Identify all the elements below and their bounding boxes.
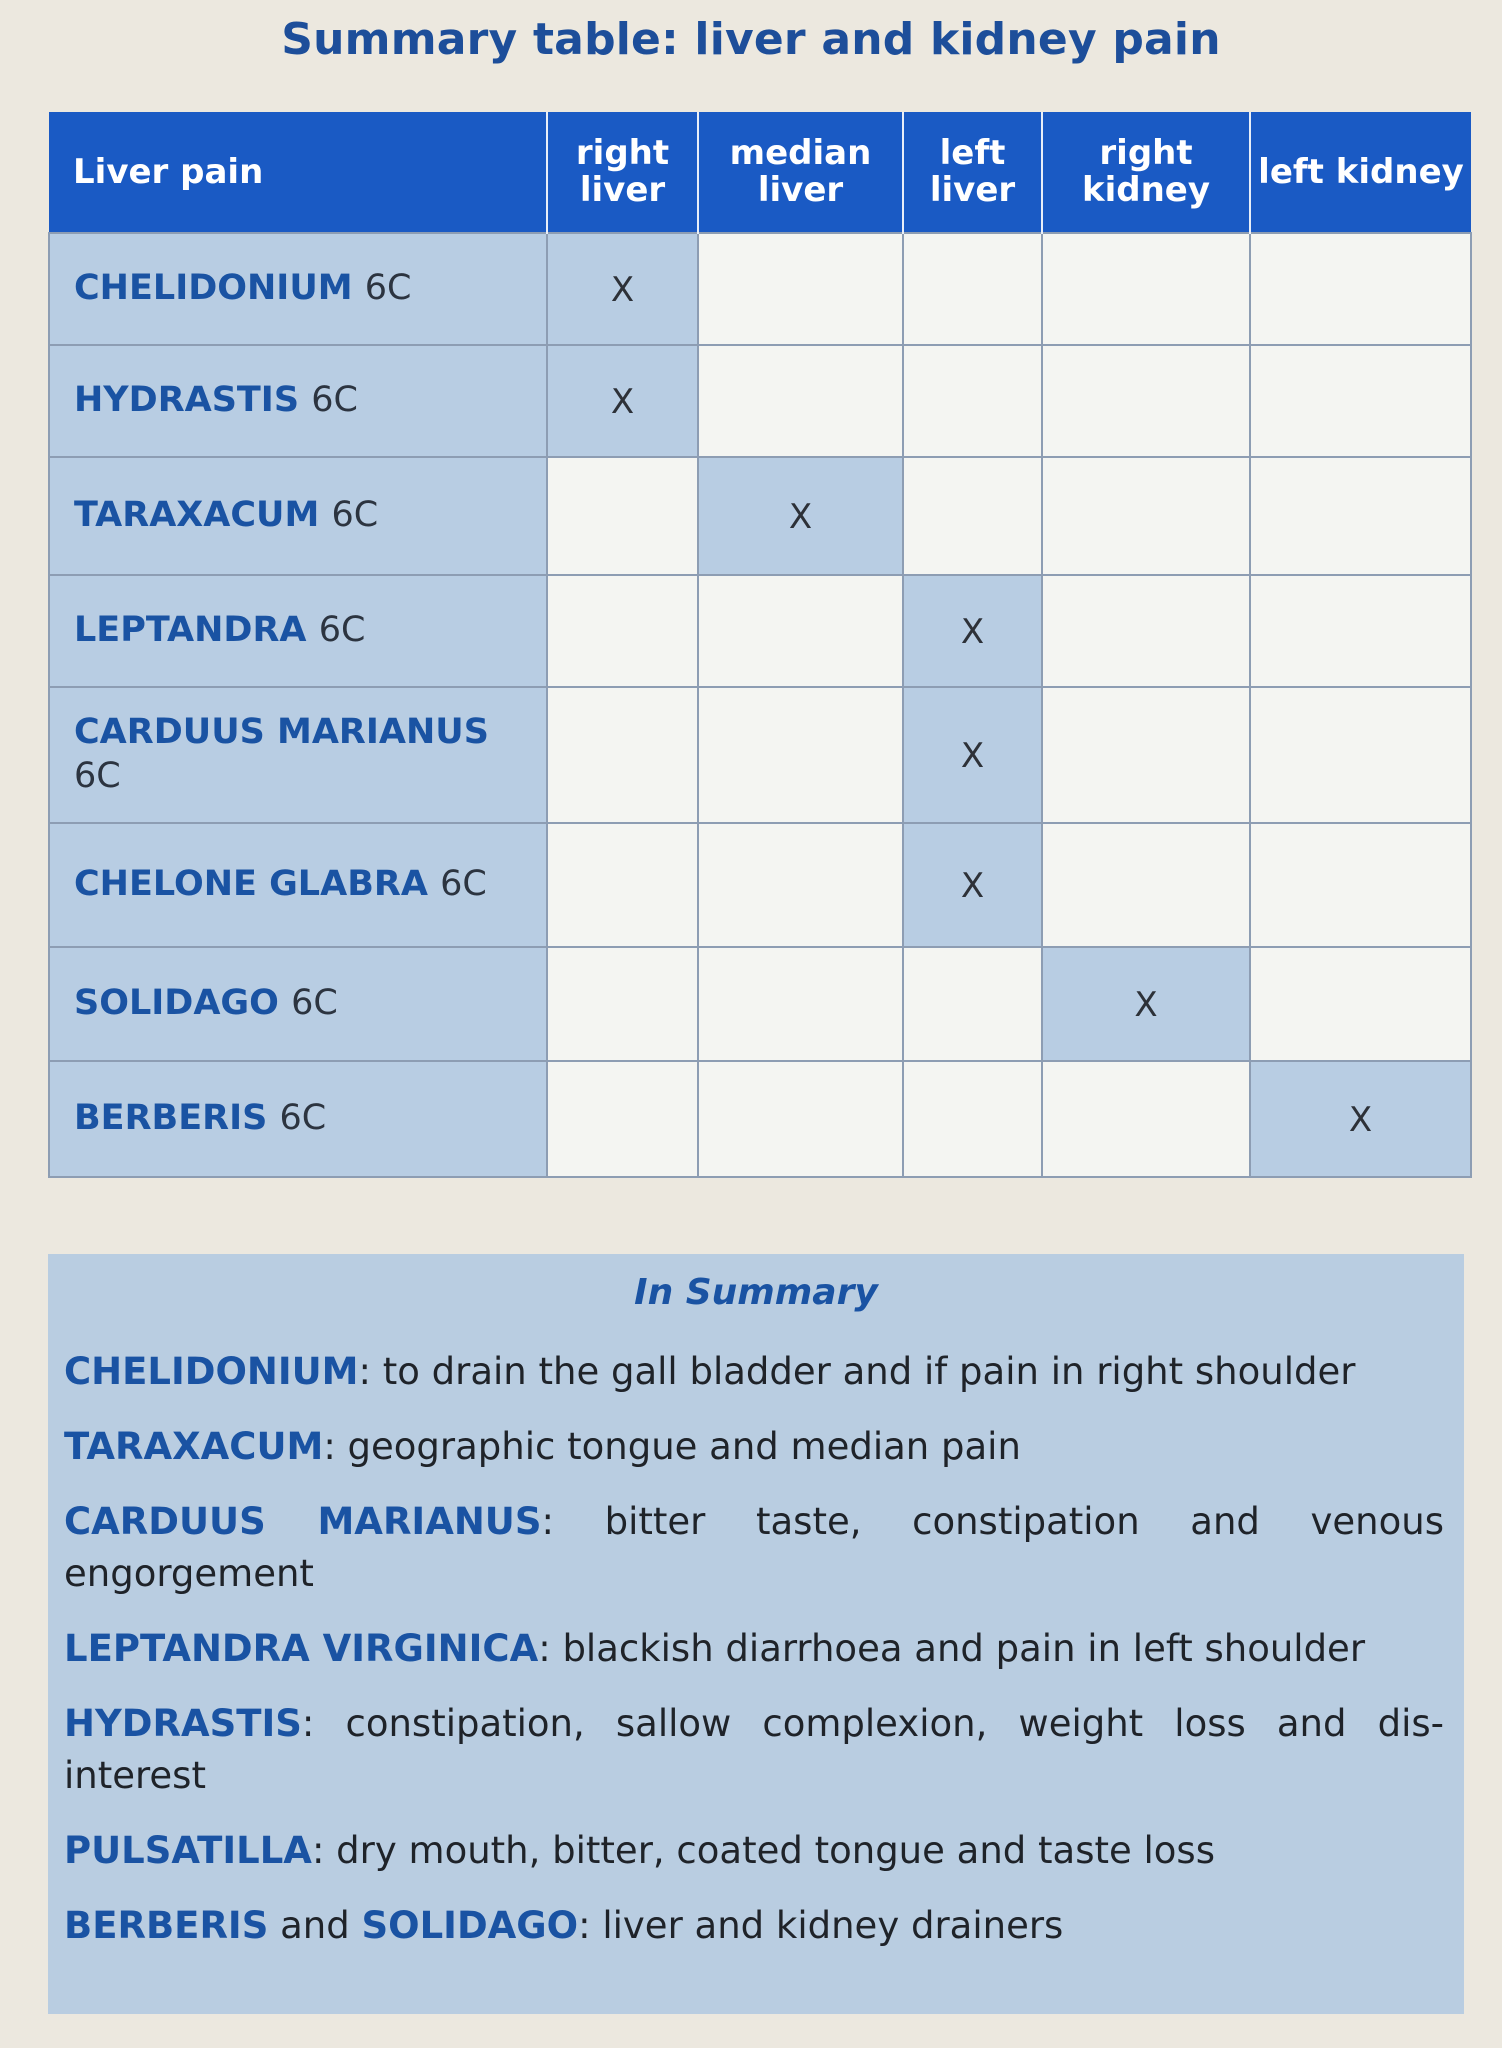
header-liver-pain: Liver pain [49, 112, 547, 233]
mark-cell [698, 457, 903, 575]
mark-cell [1042, 233, 1250, 345]
summary-title: In Summary [634, 1272, 878, 1313]
mark-cell [903, 345, 1042, 457]
summary-text: : to drain the gall bladder and if pain in right shoulder [358, 1350, 1356, 1393]
table-row [49, 823, 1471, 947]
summary-keyword: CARDUUS MARIANUS [64, 1500, 542, 1543]
remedy-dose: 6C [318, 610, 366, 651]
remedy-name-cell [49, 823, 547, 947]
mark-cell [547, 947, 698, 1061]
mark-cell [903, 947, 1042, 1061]
mark-cell [1042, 575, 1250, 687]
mark-cell [547, 233, 698, 345]
mark-cell [1250, 947, 1471, 1061]
x-mark: X [1134, 984, 1158, 1025]
remedy-name: TARAXACUM [74, 495, 320, 536]
remedy-name: CHELIDONIUM [74, 268, 353, 309]
remedy-name-cell [49, 687, 547, 823]
summary-text: : geographic tongue and median pain [323, 1425, 1021, 1468]
summary-text: : dry mouth, bitter, coated tongue and taste loss [311, 1829, 1215, 1872]
summary-keyword: LEPTANDRA VIRGINICA [64, 1627, 539, 1670]
summary-table [48, 112, 1472, 1178]
mark-cell [547, 575, 698, 687]
remedy-name-cell [49, 457, 547, 575]
mark-cell [547, 687, 698, 823]
mark-cell [1250, 345, 1471, 457]
table-row [49, 457, 1471, 575]
x-mark: X [610, 269, 635, 310]
remedy-dose: 6C [74, 756, 121, 796]
summary-text: : liver and kidney drainers [578, 1904, 1064, 1947]
header-right-kidney: right kidney [1042, 112, 1250, 233]
mark-cell [1042, 823, 1250, 947]
mark-cell [903, 575, 1042, 687]
mark-cell [1042, 345, 1250, 457]
x-mark: X [960, 865, 985, 906]
summary-list [64, 1346, 1444, 1975]
mark-cell [1042, 947, 1250, 1061]
x-mark: X [960, 611, 985, 652]
mark-cell [903, 823, 1042, 947]
mark-cell [1250, 233, 1471, 345]
summary-text: : blackish diarrhoea and pain in left shoulder [538, 1627, 1366, 1670]
summary-item [64, 1421, 1444, 1473]
mark-cell [1250, 575, 1471, 687]
mark-cell [698, 947, 903, 1061]
remedy-name: SOLIDAGO [74, 983, 279, 1024]
remedy-dose: 6C [364, 268, 412, 309]
mark-cell [1250, 823, 1471, 947]
remedy-name-cell [49, 575, 547, 687]
mark-cell [1042, 1061, 1250, 1177]
summary-text: : constipation, sallow complexion, weight loss and dis-interest [64, 1702, 1444, 1797]
table-row [49, 345, 1471, 457]
summary-text: : bitter taste, constipation and venous engorgement [64, 1500, 1444, 1595]
mark-cell [903, 687, 1042, 823]
summary-keyword: SOLIDAGO [361, 1904, 579, 1947]
x-mark: X [1348, 1099, 1373, 1140]
summary-item [64, 1825, 1444, 1877]
mark-cell [698, 345, 903, 457]
mark-cell [1250, 1061, 1471, 1177]
x-mark: X [960, 735, 985, 776]
remedy-name: HYDRASTIS [74, 380, 300, 421]
x-mark: X [788, 496, 813, 537]
remedy-name: LEPTANDRA [74, 610, 307, 651]
summary-keyword: PULSATILLA [64, 1829, 312, 1872]
mark-cell [903, 1061, 1042, 1177]
table-row [49, 947, 1471, 1061]
mark-cell [547, 457, 698, 575]
mark-cell [1042, 687, 1250, 823]
page-title: Summary table: liver and kidney pain [281, 14, 1221, 65]
remedy-dose: 6C [331, 495, 379, 536]
mark-cell [698, 233, 903, 345]
table-row [49, 233, 1471, 345]
remedy-name-cell [49, 947, 547, 1061]
remedy-name-cell [49, 233, 547, 345]
mark-cell [547, 1061, 698, 1177]
x-mark: X [610, 381, 635, 422]
header-median-liver: median liver [698, 112, 903, 233]
summary-box [48, 1254, 1464, 2014]
table-header-row [49, 112, 1471, 233]
mark-cell [698, 687, 903, 823]
summary-item [64, 1623, 1444, 1675]
mark-cell [903, 233, 1042, 345]
remedy-name: BERBERIS [74, 1098, 268, 1139]
summary-keyword: CHELIDONIUM [64, 1350, 359, 1393]
table-row [49, 1061, 1471, 1177]
header-left-kidney: left kidney [1250, 112, 1471, 233]
summary-item [64, 1698, 1444, 1802]
summary-keyword: TARAXACUM [64, 1425, 324, 1468]
header-left-liver: left liver [903, 112, 1042, 233]
header-right-liver: right liver [547, 112, 698, 233]
mark-cell [1250, 457, 1471, 575]
mark-cell [547, 823, 698, 947]
summary-item [64, 1346, 1444, 1398]
table-row [49, 687, 1471, 823]
table-row [49, 575, 1471, 687]
remedy-name: CHELONE GLABRA [74, 864, 428, 905]
summary-conjunction: and [268, 1904, 362, 1947]
mark-cell [698, 1061, 903, 1177]
remedy-dose: 6C [440, 864, 487, 905]
mark-cell [1250, 687, 1471, 823]
remedy-name: CARDUUS MARIANUS [74, 712, 489, 753]
summary-keyword: BERBERIS [64, 1904, 269, 1947]
remedy-name-cell [49, 345, 547, 457]
mark-cell [547, 345, 698, 457]
mark-cell [903, 457, 1042, 575]
remedy-dose: 6C [291, 983, 338, 1024]
remedy-name-cell [49, 1061, 547, 1177]
mark-cell [698, 823, 903, 947]
summary-item [64, 1900, 1444, 1952]
summary-item [64, 1496, 1444, 1600]
mark-cell [698, 575, 903, 687]
mark-cell [1042, 457, 1250, 575]
remedy-dose: 6C [311, 380, 358, 421]
remedy-dose: 6C [279, 1098, 327, 1139]
summary-keyword: HYDRASTIS [64, 1702, 302, 1745]
